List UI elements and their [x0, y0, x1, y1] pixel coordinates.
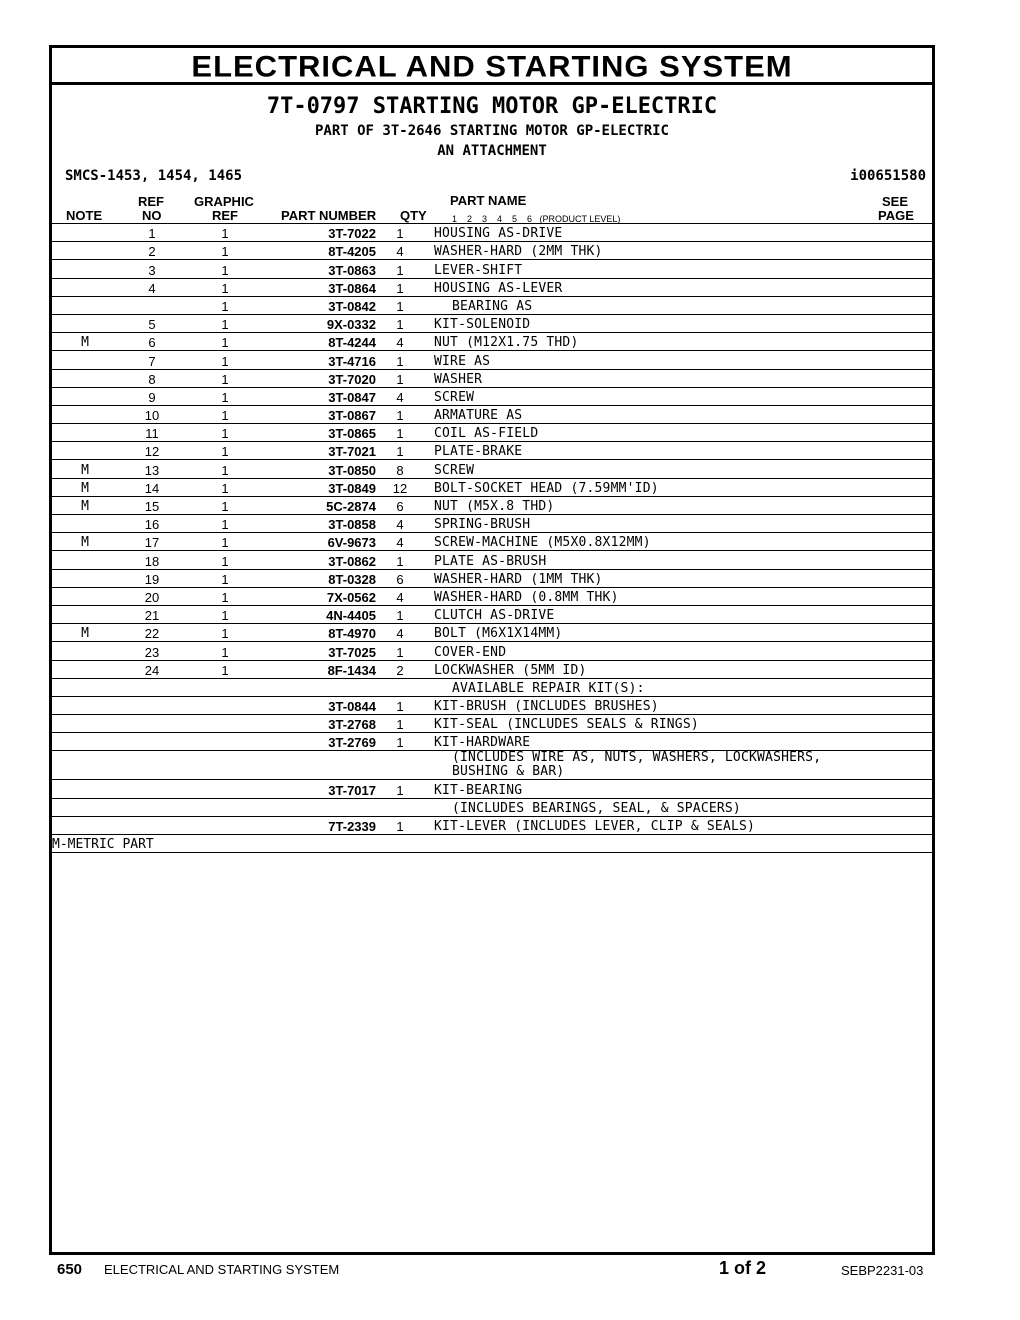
part-name-cell: HOUSING AS-DRIVE — [424, 224, 902, 242]
footer-section: ELECTRICAL AND STARTING SYSTEM — [104, 1262, 340, 1277]
table-row — [52, 387, 932, 405]
graphic-ref-cell: 1 — [186, 551, 264, 569]
part-number-cell: 3T-7020 — [264, 369, 376, 387]
kit-row — [52, 780, 932, 798]
part-name-cell: PLATE AS-BRUSH — [424, 551, 902, 569]
note-cell — [52, 551, 118, 569]
table-row — [52, 296, 932, 314]
note-cell — [52, 696, 118, 714]
col-part-name: PART NAME — [450, 193, 527, 208]
graphic-ref-cell: 1 — [186, 405, 264, 423]
see-page-cell — [902, 496, 932, 514]
note-cell — [52, 387, 118, 405]
col-product-level: 1 2 3 4 5 6 (PRODUCT LEVEL) — [452, 214, 621, 224]
see-page-cell — [902, 405, 932, 423]
graphic-ref-cell: 1 — [186, 224, 264, 242]
note-cell — [52, 733, 118, 751]
empty-cell — [52, 678, 424, 696]
graphic-ref-cell: 1 — [186, 296, 264, 314]
note-cell: M — [52, 496, 118, 514]
see-page-cell — [902, 551, 932, 569]
graphic-ref-cell: 1 — [186, 587, 264, 605]
section-title: ELECTRICAL AND STARTING SYSTEM — [52, 48, 932, 85]
see-page-cell — [902, 642, 932, 660]
qty-cell: 1 — [376, 369, 424, 387]
part-name-cell: SCREW-MACHINE (M5X0.8X12MM) — [424, 533, 902, 551]
kit-row — [52, 733, 932, 751]
document-id: SEBP2231-03 — [841, 1263, 924, 1278]
part-name-cell — [424, 816, 902, 834]
part-name-cell: NUT (M5X.8 THD) — [424, 496, 902, 514]
table-row — [52, 405, 932, 423]
part-number-cell: 9X-0332 — [264, 314, 376, 332]
ref-cell: 8 — [118, 369, 186, 387]
see-page-cell — [902, 387, 932, 405]
qty-cell — [376, 798, 424, 816]
part-number-cell: 3T-7017 — [264, 780, 376, 798]
qty-cell: 1 — [376, 314, 424, 332]
note-cell: M — [52, 624, 118, 642]
note-cell — [52, 351, 118, 369]
qty-cell: 1 — [376, 733, 424, 751]
part-name-cell: WIRE AS — [424, 351, 902, 369]
qty-cell: 1 — [376, 816, 424, 834]
ref-cell: 22 — [118, 624, 186, 642]
qty-cell: 1 — [376, 715, 424, 733]
qty-cell: 6 — [376, 496, 424, 514]
see-page-cell — [902, 798, 932, 816]
part-name-cell: WASHER — [424, 369, 902, 387]
part-number-cell: 3T-0847 — [264, 387, 376, 405]
graphic-ref-cell — [186, 798, 264, 816]
graphic-ref-cell: 1 — [186, 533, 264, 551]
qty-cell: 6 — [376, 569, 424, 587]
part-name-cell: CLUTCH AS-DRIVE — [424, 605, 902, 623]
qty-cell: 1 — [376, 551, 424, 569]
part-number-cell: 3T-0842 — [264, 296, 376, 314]
sheet-count: 1 of 2 — [719, 1258, 767, 1278]
part-name-cell — [424, 798, 902, 816]
metric-note: M-METRIC PART — [52, 835, 932, 853]
note-cell: M — [52, 460, 118, 478]
part-number-cell: 5C-2874 — [264, 496, 376, 514]
ref-cell: 9 — [118, 387, 186, 405]
part-name-cell: ARMATURE AS — [424, 405, 902, 423]
part-name-cell: SPRING-BRUSH — [424, 515, 902, 533]
see-page-cell — [902, 715, 932, 733]
col-qty: QTY — [400, 208, 427, 223]
part-name-cell: COIL AS-FIELD — [424, 424, 902, 442]
ref-cell: 5 — [118, 314, 186, 332]
part-number-cell: 3T-7022 — [264, 224, 376, 242]
col-graphic-top: GRAPHIC — [194, 194, 254, 209]
see-page-cell — [902, 733, 932, 751]
table-row — [52, 424, 932, 442]
part-number-cell: 4N-4405 — [264, 605, 376, 623]
qty-cell: 1 — [376, 780, 424, 798]
see-page-cell — [902, 296, 932, 314]
part-number-cell: 3T-2768 — [264, 715, 376, 733]
table-row — [52, 533, 932, 551]
note-cell — [52, 798, 118, 816]
qty-cell: 1 — [376, 278, 424, 296]
graphic-ref-cell: 1 — [186, 242, 264, 260]
qty-cell: 1 — [376, 424, 424, 442]
table-row — [52, 460, 932, 478]
graphic-ref-cell — [186, 696, 264, 714]
see-page-cell — [902, 478, 932, 496]
ref-cell: 10 — [118, 405, 186, 423]
part-name-cell: PLATE-BRAKE — [424, 442, 902, 460]
table-row — [52, 351, 932, 369]
graphic-ref-cell: 1 — [186, 642, 264, 660]
ref-cell: 14 — [118, 478, 186, 496]
group-title: 7T-0797 STARTING MOTOR GP-ELECTRIC — [266, 94, 718, 119]
note-cell: M — [52, 478, 118, 496]
kits-heading-row — [52, 678, 932, 696]
ref-cell: 17 — [118, 533, 186, 551]
note-cell — [52, 278, 118, 296]
see-page-cell — [902, 351, 932, 369]
graphic-ref-cell: 1 — [186, 442, 264, 460]
graphic-ref-cell: 1 — [186, 605, 264, 623]
part-number-cell: 7T-2339 — [264, 816, 376, 834]
part-number-cell: 7X-0562 — [264, 587, 376, 605]
table-row — [52, 587, 932, 605]
part-name-cell: BEARING AS — [424, 296, 902, 314]
col-ref-top: REF — [138, 194, 164, 209]
page-frame — [49, 45, 935, 1255]
part-name-cell: BOLT-SOCKET HEAD (7.59MM'ID) — [424, 478, 902, 496]
ref-cell — [118, 751, 186, 780]
parts-table — [52, 224, 932, 853]
part-name-cell — [424, 715, 902, 733]
qty-cell: 1 — [376, 442, 424, 460]
note-cell — [52, 224, 118, 242]
ref-cell: 11 — [118, 424, 186, 442]
see-page-cell — [902, 533, 932, 551]
qty-cell: 2 — [376, 660, 424, 678]
part-number-cell: 8T-4970 — [264, 624, 376, 642]
part-name-cell — [424, 751, 902, 780]
qty-cell: 4 — [376, 587, 424, 605]
note-cell — [52, 816, 118, 834]
note-cell — [52, 296, 118, 314]
see-page-cell — [902, 242, 932, 260]
see-page-cell — [902, 780, 932, 798]
part-number-cell: 3T-4716 — [264, 351, 376, 369]
col-see-bottom: PAGE — [878, 208, 914, 223]
kit-row — [52, 696, 932, 714]
qty-cell: 4 — [376, 242, 424, 260]
kits-heading: AVAILABLE REPAIR KIT(S): — [424, 678, 902, 696]
table-row — [52, 605, 932, 623]
ref-cell — [118, 780, 186, 798]
graphic-ref-cell: 1 — [186, 278, 264, 296]
ref-cell: 4 — [118, 278, 186, 296]
qty-cell: 1 — [376, 405, 424, 423]
qty-cell: 12 — [376, 478, 424, 496]
part-number-cell: 3T-0844 — [264, 696, 376, 714]
table-row — [52, 369, 932, 387]
note-cell — [52, 642, 118, 660]
qty-cell: 1 — [376, 296, 424, 314]
see-page-cell — [902, 624, 932, 642]
graphic-ref-cell: 1 — [186, 478, 264, 496]
qty-cell: 1 — [376, 351, 424, 369]
qty-cell: 4 — [376, 387, 424, 405]
part-name-line: KIT-BRUSH (INCLUDES BRUSHES) — [434, 699, 659, 715]
part-number-cell: 3T-0863 — [264, 260, 376, 278]
see-page-cell — [902, 515, 932, 533]
col-ref-bottom: NO — [142, 208, 162, 223]
part-name-cell — [424, 733, 902, 751]
part-name-cell: WASHER-HARD (1MM THK) — [424, 569, 902, 587]
see-page-cell — [902, 460, 932, 478]
part-name-cell: SCREW — [424, 460, 902, 478]
metric-note-row — [52, 835, 932, 853]
part-name-cell: NUT (M12X1.75 THD) — [424, 333, 902, 351]
note-cell — [52, 660, 118, 678]
see-page-cell — [902, 816, 932, 834]
note-cell — [52, 715, 118, 733]
qty-cell: 4 — [376, 333, 424, 351]
graphic-ref-cell — [186, 780, 264, 798]
note-cell — [52, 442, 118, 460]
table-row — [52, 278, 932, 296]
part-number-cell — [264, 798, 376, 816]
graphic-ref-cell: 1 — [186, 515, 264, 533]
table-row — [52, 496, 932, 514]
part-name-cell — [424, 696, 902, 714]
note-cell — [52, 242, 118, 260]
part-number-cell: 3T-0865 — [264, 424, 376, 442]
illustration-id: i00651580 — [850, 168, 926, 184]
note-cell — [52, 405, 118, 423]
graphic-ref-cell: 1 — [186, 369, 264, 387]
ref-cell: 3 — [118, 260, 186, 278]
ref-cell: 24 — [118, 660, 186, 678]
qty-cell: 1 — [376, 696, 424, 714]
graphic-ref-cell: 1 — [186, 460, 264, 478]
col-part-number: PART NUMBER — [281, 208, 377, 223]
see-page-cell — [902, 442, 932, 460]
ref-cell — [118, 798, 186, 816]
kit-row — [52, 715, 932, 733]
see-page-cell — [902, 751, 932, 780]
note-cell — [52, 314, 118, 332]
see-page-cell — [902, 278, 932, 296]
part-of-line: PART OF 3T-2646 STARTING MOTOR GP-ELECTRIC — [314, 123, 669, 139]
note-cell — [52, 751, 118, 780]
table-row — [52, 224, 932, 242]
graphic-ref-cell — [186, 733, 264, 751]
note-cell — [52, 605, 118, 623]
ref-cell: 6 — [118, 333, 186, 351]
table-row — [52, 660, 932, 678]
part-number-cell: 6V-9673 — [264, 533, 376, 551]
graphic-ref-cell: 1 — [186, 624, 264, 642]
qty-cell: 1 — [376, 642, 424, 660]
part-name-line: (INCLUDES WIRE AS, NUTS, WASHERS, LOCKWASHERS, — [452, 750, 822, 766]
table-row — [52, 569, 932, 587]
graphic-ref-cell: 1 — [186, 351, 264, 369]
ref-cell: 18 — [118, 551, 186, 569]
table-row — [52, 551, 932, 569]
ref-cell: 20 — [118, 587, 186, 605]
graphic-ref-cell — [186, 715, 264, 733]
kit-row — [52, 751, 932, 780]
ref-cell — [118, 715, 186, 733]
part-number-cell: 3T-0850 — [264, 460, 376, 478]
note-cell: M — [52, 333, 118, 351]
col-see-top: SEE — [882, 194, 909, 209]
table-row — [52, 314, 932, 332]
graphic-ref-cell: 1 — [186, 314, 264, 332]
table-row — [52, 642, 932, 660]
qty-cell: 4 — [376, 515, 424, 533]
part-name-cell: LOCKWASHER (5MM ID) — [424, 660, 902, 678]
part-name-cell: WASHER-HARD (0.8MM THK) — [424, 587, 902, 605]
note-cell — [52, 515, 118, 533]
qty-cell — [376, 751, 424, 780]
part-name-cell — [424, 780, 902, 798]
note-cell — [52, 369, 118, 387]
kit-row — [52, 798, 932, 816]
see-page-cell — [902, 369, 932, 387]
column-header — [52, 193, 932, 224]
qty-cell: 1 — [376, 605, 424, 623]
part-name-cell: KIT-SOLENOID — [424, 314, 902, 332]
see-page-cell — [902, 260, 932, 278]
part-name-line: KIT-SEAL (INCLUDES SEALS & RINGS) — [434, 717, 699, 733]
ref-cell: 21 — [118, 605, 186, 623]
see-page-cell — [902, 569, 932, 587]
table-row — [52, 260, 932, 278]
part-name-cell: BOLT (M6X1X14MM) — [424, 624, 902, 642]
ref-cell: 1 — [118, 224, 186, 242]
note-cell — [52, 587, 118, 605]
part-name-cell: HOUSING AS-LEVER — [424, 278, 902, 296]
see-page-cell — [902, 224, 932, 242]
graphic-ref-cell — [186, 751, 264, 780]
table-row — [52, 515, 932, 533]
ref-cell: 23 — [118, 642, 186, 660]
see-page-cell — [902, 605, 932, 623]
part-name-cell: COVER-END — [424, 642, 902, 660]
ref-cell — [118, 696, 186, 714]
ref-cell: 19 — [118, 569, 186, 587]
ref-cell: 15 — [118, 496, 186, 514]
see-page-cell — [902, 678, 932, 696]
see-page-cell — [902, 696, 932, 714]
part-number-cell: 3T-7025 — [264, 642, 376, 660]
part-name-line: KIT-BEARING — [434, 782, 523, 798]
note-cell — [52, 780, 118, 798]
graphic-ref-cell: 1 — [186, 569, 264, 587]
see-page-cell — [902, 333, 932, 351]
note-cell: M — [52, 533, 118, 551]
smcs-codes: SMCS-1453, 1454, 1465 — [65, 168, 243, 184]
qty-cell: 1 — [376, 224, 424, 242]
table-row — [52, 478, 932, 496]
col-graphic-bottom: REF — [212, 208, 238, 223]
part-number-cell: 8F-1434 — [264, 660, 376, 678]
see-page-cell — [902, 660, 932, 678]
part-number-cell: 3T-7021 — [264, 442, 376, 460]
qty-cell: 1 — [376, 260, 424, 278]
part-number-cell: 3T-0858 — [264, 515, 376, 533]
part-number-cell: 8T-4244 — [264, 333, 376, 351]
graphic-ref-cell — [186, 816, 264, 834]
col-note: NOTE — [66, 208, 103, 223]
part-name-line: BUSHING & BAR) — [452, 764, 565, 780]
see-page-cell — [902, 424, 932, 442]
part-number-cell: 3T-0862 — [264, 551, 376, 569]
qty-cell: 4 — [376, 624, 424, 642]
graphic-ref-cell: 1 — [186, 496, 264, 514]
qty-cell: 4 — [376, 533, 424, 551]
attachment-line: AN ATTACHMENT — [437, 143, 547, 159]
ref-cell: 12 — [118, 442, 186, 460]
part-name-cell: WASHER-HARD (2MM THK) — [424, 242, 902, 260]
qty-cell: 8 — [376, 460, 424, 478]
table-row — [52, 624, 932, 642]
part-number-cell — [264, 751, 376, 780]
table-row — [52, 442, 932, 460]
ref-cell — [118, 296, 186, 314]
note-cell — [52, 260, 118, 278]
table-row — [52, 242, 932, 260]
ref-cell: 2 — [118, 242, 186, 260]
kit-row — [52, 816, 932, 834]
part-name-line: KIT-LEVER (INCLUDES LEVER, CLIP & SEALS) — [434, 819, 756, 834]
see-page-cell — [902, 587, 932, 605]
graphic-ref-cell: 1 — [186, 333, 264, 351]
graphic-ref-cell: 1 — [186, 424, 264, 442]
page-number: 650 — [57, 1261, 83, 1278]
part-number-cell: 3T-2769 — [264, 733, 376, 751]
part-number-cell: 8T-0328 — [264, 569, 376, 587]
note-cell — [52, 424, 118, 442]
part-name-cell: SCREW — [424, 387, 902, 405]
graphic-ref-cell: 1 — [186, 660, 264, 678]
part-name-cell: LEVER-SHIFT — [424, 260, 902, 278]
ref-cell — [118, 733, 186, 751]
ref-cell — [118, 816, 186, 834]
ref-cell: 7 — [118, 351, 186, 369]
part-number-cell: 3T-0867 — [264, 405, 376, 423]
part-name-line: (INCLUDES BEARINGS, SEAL, & SPACERS) — [452, 800, 741, 816]
ref-cell: 13 — [118, 460, 186, 478]
part-number-cell: 3T-0864 — [264, 278, 376, 296]
see-page-cell — [902, 314, 932, 332]
table-row — [52, 333, 932, 351]
graphic-ref-cell: 1 — [186, 387, 264, 405]
graphic-ref-cell: 1 — [186, 260, 264, 278]
part-number-cell: 8T-4205 — [264, 242, 376, 260]
part-name-line: KIT-HARDWARE — [434, 735, 531, 751]
note-cell — [52, 569, 118, 587]
part-number-cell: 3T-0849 — [264, 478, 376, 496]
ref-cell: 16 — [118, 515, 186, 533]
